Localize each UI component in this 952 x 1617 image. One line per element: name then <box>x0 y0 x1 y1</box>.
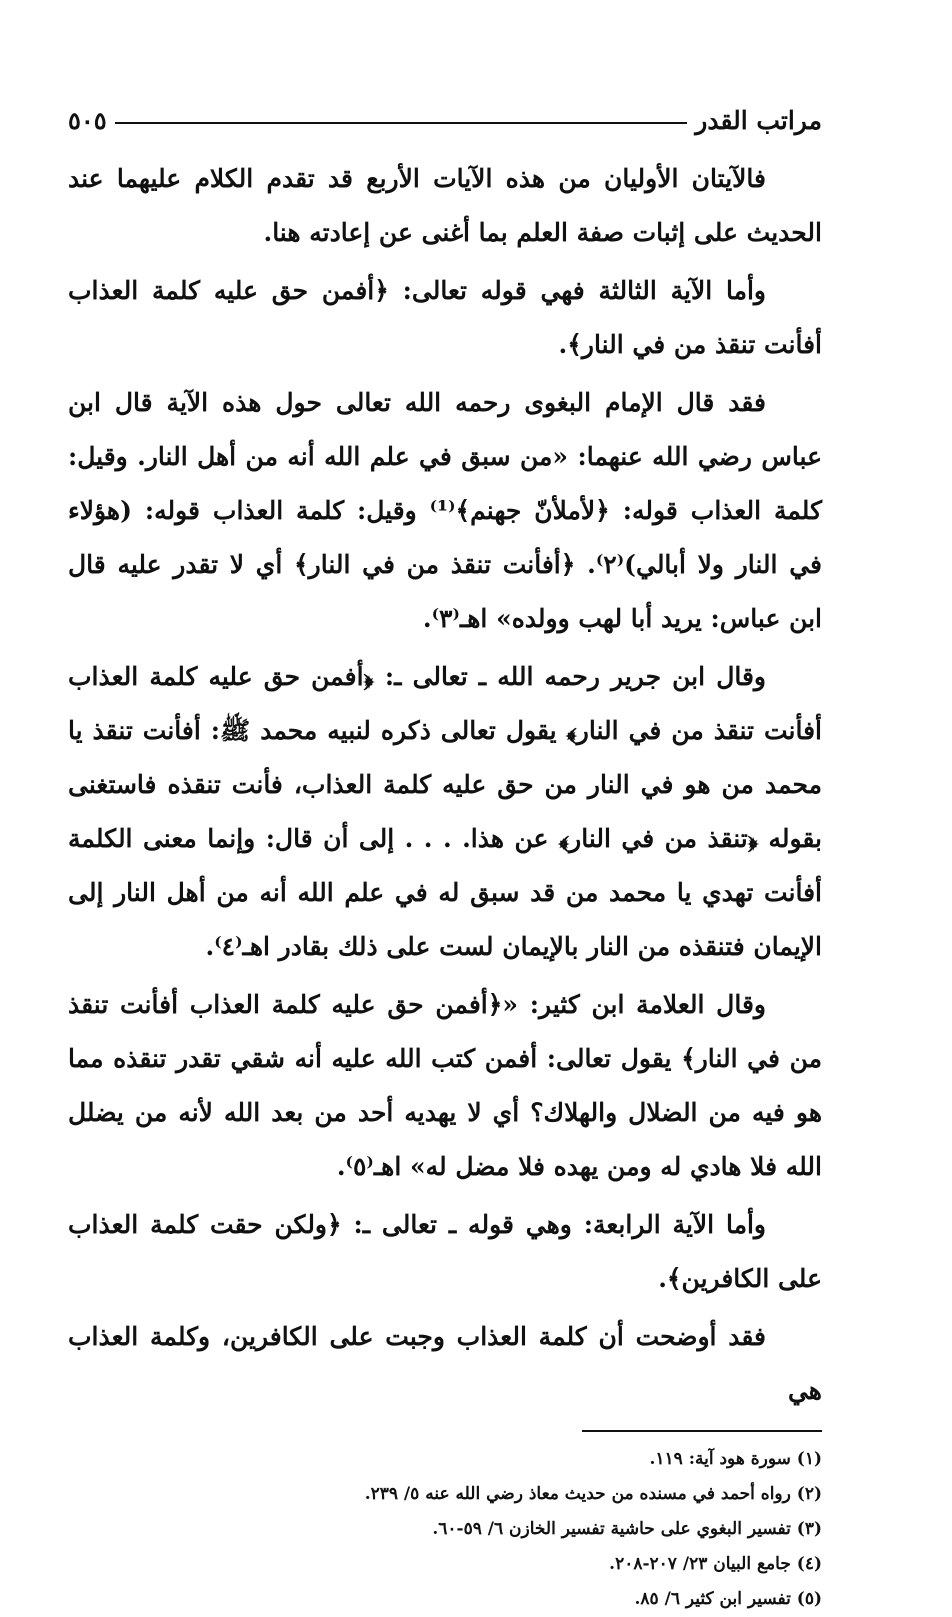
footnote: (٢) رواه أحمد في مسنده من حديث معاذ رضي الله عنه ٥/ ٢٣٩. <box>364 1484 822 1504</box>
paragraph: وقال ابن جرير رحمه الله ـ تعالى ـ: ﴿أفمن حق عليه كلمة العذاب أفأنت تنقذ من في النار﴾ يقول تعالى ذكره لنبيه محمد ﷺ: أفأنت تنقذ يا محمد من هو في النار من حق عليه كلمة العذاب، فأنت تنقذه فاستغنى بقوله ﴿تنقذ من في النار﴾ عن هذا. . . . إلى أن قال: وإنما معنى الكلمة أفأنت تهدي يا محمد من قد سبق له في علم الله أنه من أهل النار إلى الإيمان فتنقذه من النار بالإيمان لست على ذلك بقادر اهـ⁽٤⁾. <box>68 662 822 961</box>
paragraph: وأما الآية الرابعة: وهي قوله ـ تعالى ـ: ﴿ولكن حقت كلمة العذاب على الكافرين﴾. <box>68 1210 822 1293</box>
footnote: (١) سورة هود آية: ١١٩. <box>649 1449 822 1469</box>
paragraph: فقد قال الإمام البغوى رحمه الله تعالى حول هذه الآية قال ابن عباس رضي الله عنهما: «من سبق في علم الله أنه من أهل النار. وقيل: كلمة العذاب قوله: ﴿لأملأنّ جهنم﴾⁽¹⁾ وقيل: كلمة العذاب قوله: (هؤلاء في النار ولا أبالي)⁽٢⁾. ﴿أفأنت تنقذ من في النار﴾ أي لا تقدر عليه قال ابن عباس: يريد أبا لهب وولده» اهـ⁽٣⁾. <box>68 388 822 633</box>
paragraph: وأما الآية الثالثة فهي قوله تعالى: ﴿أفمن حق عليه كلمة العذاب أفأنت تنقذ من في النار﴾. <box>68 276 822 359</box>
footnote: (٤) جامع البيان ٢٣/ ٢٠٧-٢٠٨. <box>609 1554 822 1574</box>
paragraph: فالآيتان الأوليان من هذه الآيات الأربع قد تقدم الكلام عليهما عند الحديث على إثبات صفة العلم بما أغنى عن إعادته هنا. <box>68 164 822 247</box>
chapter-title: مراتب القدر <box>695 105 822 135</box>
page-number: ٥٠٥ <box>68 105 107 135</box>
footnote: (٥) تفسير ابن كثير ٦/ ٨٥. <box>634 1589 822 1609</box>
footnote: (٣) تفسير البغوي على حاشية تفسير الخازن ٦/ ٥٩-٦٠. <box>432 1519 822 1539</box>
main-text <box>68 152 822 1418</box>
footnote-separator <box>582 1430 822 1432</box>
running-header <box>68 100 822 140</box>
paragraph: فقد أوضحت أن كلمة العذاب وجبت على الكافرين، وكلمة العذاب هي <box>68 1322 822 1405</box>
paragraph: وقال العلامة ابن كثير: «﴿أفمن حق عليه كلمة العذاب أفأنت تنقذ من في النار﴾ يقول تعالى: أفمن كتب الله عليه أنه شقي تقدر تنقذه مما هو فيه من الضلال والهلاك؟ أي لا يهديه أحد من بعد الله لأنه من يضلل الله فلا هادي له ومن يهده فلا مضل له» اهـ⁽٥⁾. <box>68 990 822 1181</box>
header-rule <box>115 122 688 124</box>
footnotes <box>68 1442 822 1617</box>
